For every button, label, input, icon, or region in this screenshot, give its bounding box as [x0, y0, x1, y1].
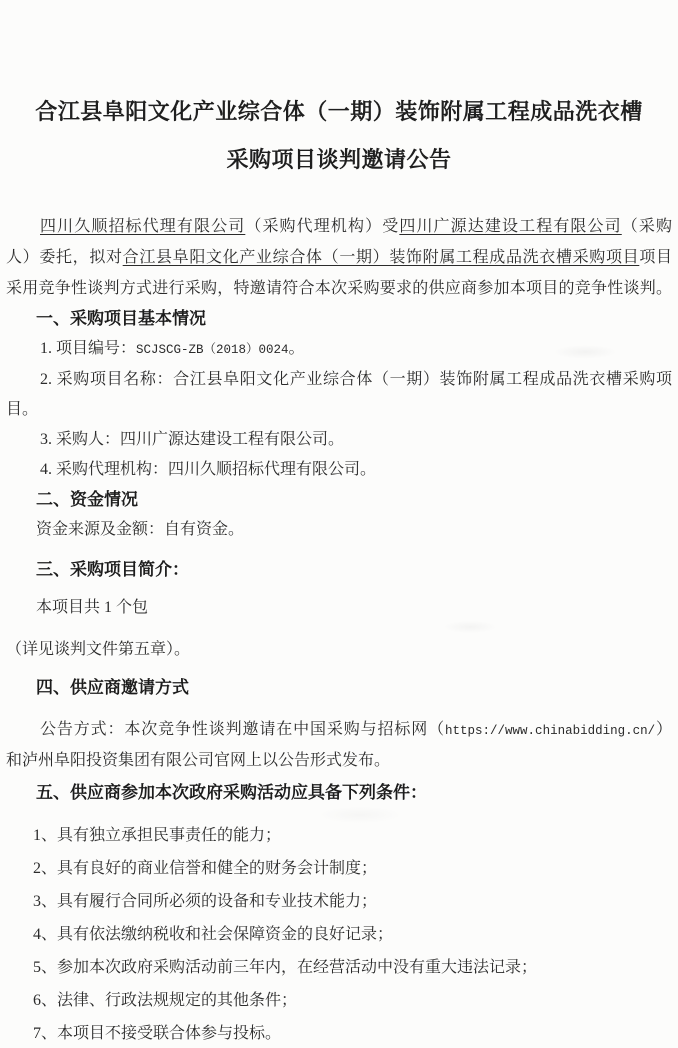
section-3-heading: 三、采购项目简介：	[36, 560, 189, 579]
intro-paragraph-line-3	[6, 273, 672, 304]
text-segment: 1. 项目编号：	[40, 340, 137, 357]
section-2-funding-source: 资金来源及金额：自有资金。	[36, 521, 245, 538]
section-3-package-count: 本项目共 1 个包	[36, 599, 149, 616]
text-segment: 人）委托，拟对	[6, 249, 123, 266]
section-4-announcement-line-1	[6, 715, 672, 746]
doc-title-line-1: 合江县阜阳文化产业综合体（一期）装饰附属工程成品洗衣槽	[35, 99, 643, 124]
text-segment: 采用竞争性谈判方式进行采购，特邀请符合本次采购要求的供应商参加本项目的竞争性谈判。	[6, 280, 672, 297]
intro-paragraph-line-2	[6, 242, 672, 273]
qualification-item-6: 6、法律、行政法规规定的其他条件；	[33, 992, 298, 1009]
section-1-item-purchaser: 3. 采购人：四川广源达建设工程有限公司。	[40, 431, 345, 448]
doc-title-line-2: 采购项目谈判邀请公告	[226, 147, 452, 172]
text-segment: （采购	[621, 218, 672, 235]
section-4-announcement-line-2	[6, 746, 672, 776]
text-segment: 公告方式：本次竞争性谈判邀请在中国采购与招标网（	[40, 721, 446, 738]
section-1-item-project-name: 2. 采购项目名称：合江县阜阳文化产业综合体（一期）装饰附属工程成品洗衣槽采购项目。	[6, 371, 672, 418]
qualification-item-4: 4、具有依法缴纳税收和社会保障资金的良好记录；	[33, 926, 394, 943]
section-1-item-agency: 4. 采购代理机构：四川久顺招标代理有限公司。	[40, 461, 377, 478]
section-3-reference-note: （详见谈判文件第五章）。	[6, 641, 191, 658]
text-segment: 。	[288, 340, 305, 357]
underlined-text: 四川广源达建设工程有限公司	[399, 218, 622, 235]
qualification-item-2: 2、具有良好的商业信誉和健全的财务会计制度；	[33, 860, 378, 877]
section-1-heading: 一、采购项目基本情况	[36, 309, 206, 328]
qualification-item-7: 7、本项目不接受联合体参与投标。	[33, 1025, 282, 1042]
section-1-item-project-code	[6, 334, 672, 365]
qualification-item-5: 5、参加本次政府采购活动前三年内，在经营活动中没有重大违法记录；	[33, 959, 538, 976]
qualification-item-1: 1、具有独立承担民事责任的能力；	[33, 827, 282, 844]
underlined-text: 合江县阜阳文化产业综合体（一期）装饰附属工程成品洗衣槽采购项目	[122, 249, 640, 266]
intro-paragraph-line-1	[6, 211, 672, 242]
section-5-heading: 五、供应商参加本次政府采购活动应具备下列条件：	[36, 783, 427, 802]
underlined-text: 四川久顺招标代理有限公司	[40, 218, 246, 235]
text-segment: 项目	[639, 249, 672, 266]
section-4-heading: 四、供应商邀请方式	[36, 678, 189, 697]
section-2-heading: 二、资金情况	[36, 490, 138, 509]
code-text: https://www.chinabidding.cn/	[445, 724, 656, 738]
doc-title	[6, 88, 672, 184]
text-segment: （采购代理机构）受	[245, 218, 400, 235]
text-segment: 和泸州阜阳投资集团有限公司官网上以公告形式发布。	[6, 752, 391, 769]
code-text: SCJSCG-ZB（2018）0024	[136, 343, 289, 357]
text-segment: ）	[655, 721, 672, 738]
qualification-item-3: 3、具有履行合同所必须的设备和专业技术能力；	[33, 893, 378, 910]
